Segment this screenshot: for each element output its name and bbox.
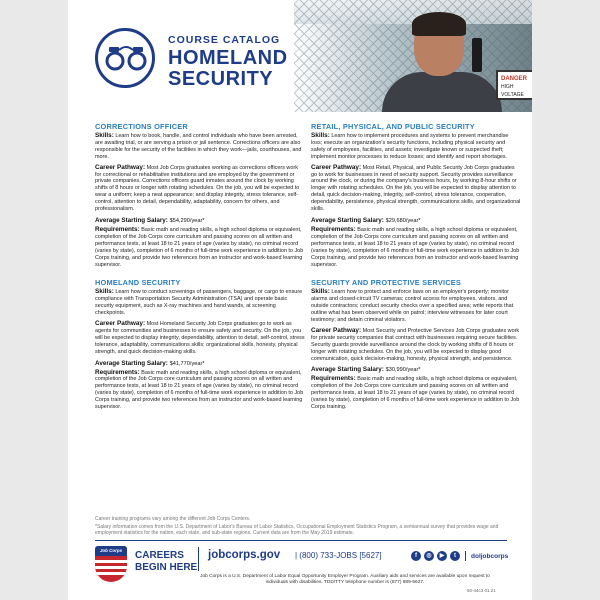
page-title-line1: HOMELAND (168, 47, 288, 69)
handcuffs-icon (95, 28, 155, 88)
header (68, 0, 532, 112)
section-title: CORRECTIONS OFFICER (95, 122, 188, 131)
requirements-paragraph (311, 227, 521, 268)
section-security-protective-services (311, 278, 521, 411)
footnote-salary-source: *Salary information comes from the U.S. Department of Labor's Bureau of Labor Statistics, Occupational Employment Statistics Program, a semiannual survey that provides wage and employment statistics for the nation, each state, and sub-state regions. Current data are from the May 2019 estimate. (95, 524, 499, 536)
footnote-programs: Career training programs vary among the different Job Corps Centers. (95, 516, 251, 522)
danger-sign (496, 70, 532, 100)
requirements-paragraph (311, 376, 521, 411)
salary-label: Average Starting Salary: (95, 359, 168, 367)
requirements-label: Requirements: (311, 375, 356, 383)
radio-icon (472, 38, 482, 72)
salary-value: $29,680/year* (385, 217, 421, 224)
career-paragraph (311, 328, 521, 363)
career-label: Career Pathway: (95, 163, 146, 171)
career-label: Career Pathway: (311, 326, 362, 334)
salary-line (311, 217, 521, 224)
instagram-icon[interactable]: ◎ (424, 551, 434, 561)
career-text: Most Homeland Security Job Corps graduates go to work as agents for communities and businesses to ensure safety and security. On the job, you will be expected to display integrity, dependability, attention to detail, self-control, stress tolerance, adaptability, communications skills; organizational skills, honesty, physical strength, and quick decision-making skills. (95, 321, 305, 355)
career-paragraph (311, 165, 521, 213)
catalog-page (68, 0, 532, 600)
requirements-label: Requirements: (311, 225, 356, 233)
salary-value: $54,290/year* (169, 217, 205, 224)
left-column (95, 122, 305, 421)
section-corrections-officer (95, 122, 305, 268)
tagline-line2: BEGIN HERE (135, 562, 198, 573)
section-title: HOMELAND SECURITY (95, 278, 181, 288)
requirements-text: Basic math and reading skills, a high school diploma or equivalent, completion of the Job Corps core curriculum and passing scores on all written and performance tests, at least 18 to 21 years of age (varies by state), no criminal record (varies by state), completion of 6 months of full-time work experience in addition to Job Corps training, and provide two references from an instructor and work-based learning supervisor. (95, 226, 304, 268)
requirements-text: Basic math and reading skills, a high school diploma or equivalent, completion of the Job Corps core curriculum and passing scores on all written and performance tests, at least 18 to 21 years of age (varies by state), no criminal record (varies by state), completion of 6 months of full-time work experience in addition to Job Corps training, and provide two references from an instructor and work-based learning supervisor. (311, 226, 520, 268)
skills-text: Learn how to conduct screenings of passengers, baggage, or cargo to ensure compliance with Transportation Security Administration (TSA) and operate basic security equipment, such as X-ray machines and hand wands, at screening checkpoints. (95, 289, 303, 317)
salary-value: $41,770/year* (169, 360, 205, 367)
badge-text: Job Corps (95, 546, 127, 556)
skills-paragraph (311, 289, 521, 324)
requirements-text: Basic math and reading skills, a high school diploma or equivalent, completion of the Job Corps core curriculum and passing scores on all written and performance tests, at least 18 to 21 years of age (varies by state), no criminal record (varies by state), completion of 6 months of full-time work experience in addition to Job Corps training, and provide two references from an instructor and work-based learning supervisor. (95, 369, 304, 411)
section-title: RETAIL, PHYSICAL, AND PUBLIC SECURITY (311, 122, 475, 131)
requirements-label: Requirements: (95, 225, 140, 233)
twitter-icon[interactable]: t (450, 551, 460, 561)
page-title-line2: SECURITY (168, 68, 274, 90)
catalog-label: COURSE CATALOG (168, 34, 281, 46)
skills-paragraph (95, 289, 305, 317)
salary-label: Average Starting Salary: (95, 216, 168, 224)
sign-subtext: HIGH VOLTAGE (501, 84, 524, 98)
salary-line (95, 217, 305, 224)
skills-text: Learn how to book, handle, and control individuals who have been arrested, are awaiting trial, or are serving a prison or jail sentence. Corrections officers are also responsible for the security of the facilities in which they work—jails, courthouses, and more. (95, 133, 302, 160)
skills-text: Learn how to protect and enforce laws on an employer's property; monitor alarms and closed-circuit TV cameras; control access for employees, visitors, and outside contractors; conduct security checks over a specified area; write reports that outline what has been observed while on patrol; interview witnesses for later court testimony; and detain criminal violators. (311, 289, 514, 324)
job-corps-logo (95, 546, 127, 582)
section-title: SECURITY AND PROTECTIVE SERVICES (311, 278, 461, 288)
document-code: 50-44c3 01.21 (467, 588, 496, 593)
social-handle[interactable]: doljobcorps (471, 552, 509, 560)
salary-line (95, 360, 305, 367)
salary-label: Average Starting Salary: (311, 216, 384, 224)
skills-label: Skills: (95, 132, 114, 139)
career-text: Most Retail, Physical, and Public Security Job Corps graduates go to work for businesses in need of security support. Security provides surveillance around the clock, or during the company's business hours, by working 8-hour shifts or longer with rotating schedules. On the job, you will be expected to display attention to detail, quick decision-making, integrity, self-control, stress tolerance, cooperation, dependability, persistence, physical strength, communications skills, and organizational skills. (311, 164, 521, 213)
salary-line (311, 366, 521, 373)
security-officer-photo (294, 0, 532, 112)
requirements-text: Basic math and reading skills, a high school diploma or equivalent, completion of the Job Corps core curriculum and passing scores on all written and performance tests, at least 18 to 21 years of age (varies by state), no criminal record (varies by state), completion of 6 months of full-time work experience in addition to Job Corps training. (311, 376, 520, 411)
skills-label: Skills: (311, 288, 330, 296)
career-paragraph (95, 165, 305, 213)
career-text: Most Job Corps graduates working as corrections officers work for correctional or rehabilitative institutions and are employed by the government or private companies. Corrections officers guard inmates around the clock by working shifts of 8 hours or longer with rotating schedules. On the job, you will be expected to wear a uniform; keep a neat appearance; and display integrity, stress tolerance, self-control, attention to detail, dependability, adaptability, concern for others, and professionalism. (95, 164, 300, 213)
footer (95, 540, 507, 599)
skills-text: Learn how to implement procedures and systems to prevent merchandise loss; execute an organization's security functions, including physical security and safety of employees, facilities, and assets; investigate known or suspected theft; implement monitor processes to reduce losses; and identify and report shortages. (311, 133, 509, 160)
youtube-icon[interactable]: ▶ (437, 551, 447, 561)
sign-title: DANGER (501, 76, 528, 82)
skills-label: Skills: (311, 132, 330, 139)
career-label: Career Pathway: (311, 163, 362, 171)
skills-label: Skills: (95, 288, 114, 296)
salary-value: $30,990/year* (385, 367, 421, 374)
career-label: Career Pathway: (95, 320, 146, 328)
footer-divider (198, 547, 199, 571)
career-text: Most Security and Protective Services Job Corps graduates work for private security companies that contract with businesses requiring secure facilities. Security guards provide surveillance around the clock by working shifts of 8 hours or longer with rotating schedules. On the job, you will be expected to display good communication, quick decision-making, honesty, physical strength, and persistence. (311, 327, 520, 362)
career-paragraph (95, 321, 305, 356)
social-links (411, 550, 508, 562)
right-column (311, 122, 521, 421)
facebook-icon[interactable]: f (411, 551, 421, 561)
requirements-paragraph (95, 227, 305, 268)
website-link[interactable]: jobcorps.gov (208, 549, 281, 561)
social-divider (465, 551, 466, 561)
requirements-label: Requirements: (95, 368, 140, 376)
requirements-paragraph (95, 370, 305, 411)
skills-paragraph (95, 133, 305, 161)
eeo-disclaimer: Job Corps is a U.S. Department of Labor Equal Opportunity Employer Program. Auxiliary aids and services are available upon request to individuals with disabilities. TDD/TTY telephone number is (877) 889-5627. (200, 574, 490, 585)
phone-number: | (800) 733-JOBS [5627] (295, 551, 382, 560)
tagline-line1: CAREERS (135, 550, 184, 561)
section-retail-physical-public-security (311, 122, 521, 268)
footnotes (95, 516, 507, 538)
skills-paragraph (311, 133, 521, 161)
section-homeland-security (95, 278, 305, 411)
salary-label: Average Starting Salary: (311, 366, 384, 374)
